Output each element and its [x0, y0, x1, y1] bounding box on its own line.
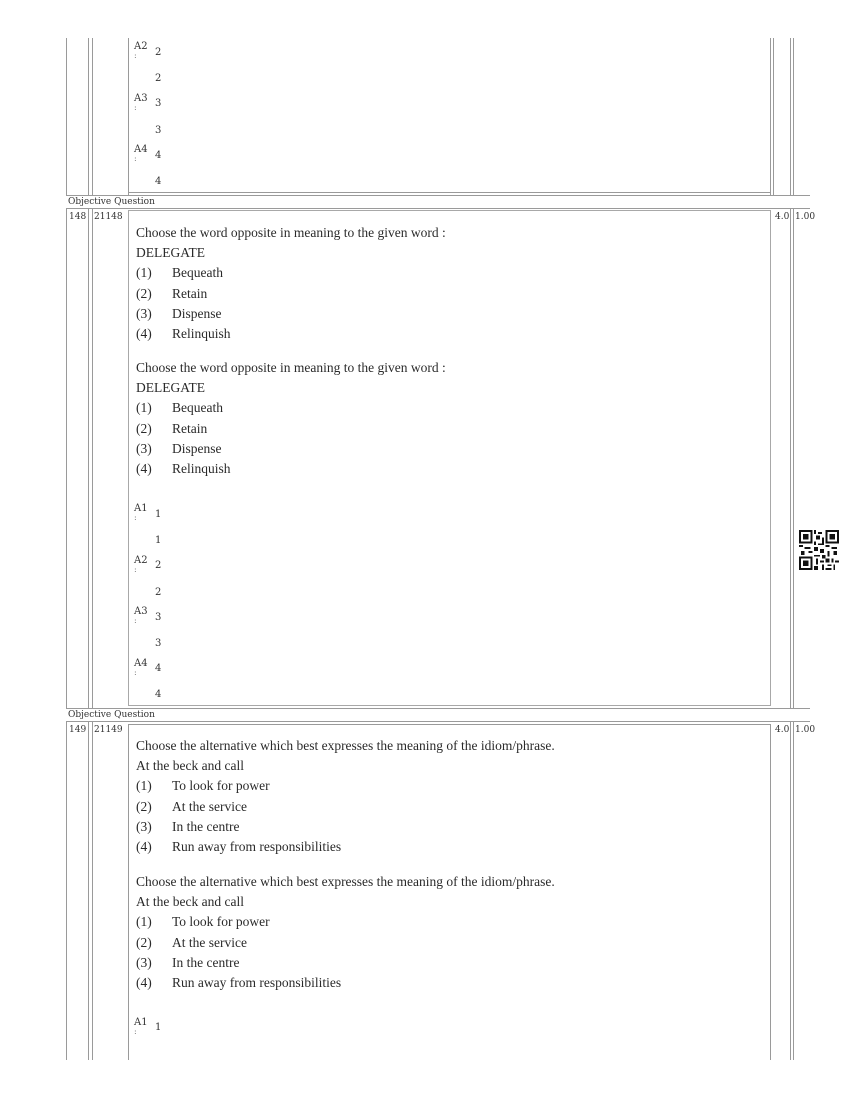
question-negative-marks: 1.00: [795, 212, 816, 222]
table-border-left: [66, 721, 67, 1060]
answer-value: 2: [155, 560, 162, 571]
question-stem: Choose the alternative which best expresses the meaning of the idiom/phrase.: [136, 874, 555, 889]
table-border: [793, 38, 794, 195]
table-border: [773, 38, 774, 195]
table-border: [66, 721, 810, 722]
answer-value: 4: [155, 663, 162, 674]
table-border: [793, 208, 794, 708]
table-border: [128, 192, 771, 193]
question-text-block: [136, 223, 446, 344]
question-id: 21148: [94, 212, 123, 222]
table-border: [66, 195, 810, 196]
answer-value-repeat: 4: [155, 689, 162, 700]
option: (3) Dispense: [136, 440, 222, 456]
table-border: [92, 38, 93, 195]
section-label: Objective Question: [68, 710, 155, 720]
section-label: Objective Question: [68, 197, 155, 207]
question-serial: 149: [69, 725, 87, 735]
option: (3) Dispense: [136, 305, 222, 321]
table-border: [92, 208, 93, 708]
question-id: 21149: [94, 725, 123, 735]
table-border: [770, 38, 771, 195]
answer-value-repeat: 3: [155, 125, 162, 136]
answer-value: 3: [155, 612, 162, 623]
option: (1) Bequeath: [136, 400, 223, 416]
answer-label: A2 :: [134, 41, 148, 60]
option: (4) Run away from responsibilities: [136, 839, 342, 855]
question-stem: Choose the word opposite in meaning to the given word :: [136, 225, 446, 240]
answer-label: A4 :: [134, 658, 148, 677]
table-border: [88, 208, 89, 708]
option: (3) In the centre: [136, 818, 240, 834]
table-border: [790, 38, 791, 195]
question-word: DELEGATE: [136, 245, 205, 261]
answer-value-repeat: 3: [155, 638, 162, 649]
answer-value-repeat: 4: [155, 176, 162, 187]
answer-label: A2 :: [134, 555, 148, 574]
option: (3) In the centre: [136, 954, 240, 970]
question-text-block-repeat: [136, 872, 555, 993]
question-text-block-repeat: [136, 358, 446, 479]
option: (4) Run away from responsibilities: [136, 975, 342, 991]
table-border: [88, 721, 89, 1060]
question-stem: Choose the word opposite in meaning to the given word :: [136, 360, 446, 375]
answer-value: 1: [155, 1022, 162, 1033]
question-word: DELEGATE: [136, 380, 205, 396]
table-border: [92, 721, 93, 1060]
table-border: [790, 208, 791, 708]
question-phrase: At the beck and call: [136, 894, 244, 910]
table-border: [66, 708, 810, 709]
option: (2) At the service: [136, 798, 247, 814]
answer-value: 3: [155, 98, 162, 109]
answer-value-repeat: 2: [155, 73, 162, 84]
question-marks: 4.0: [775, 725, 790, 735]
option: (4) Relinquish: [136, 461, 231, 477]
option: (1) To look for power: [136, 778, 270, 794]
question-phrase: At the beck and call: [136, 758, 244, 774]
question-serial: 148: [69, 212, 87, 222]
question-text-block: [136, 736, 555, 857]
answer-label: A3 :: [134, 93, 148, 112]
answer-value-repeat: 1: [155, 535, 162, 546]
option: (2) At the service: [136, 934, 247, 950]
table-border-left: [66, 38, 67, 195]
question-marks: 4.0: [775, 212, 790, 222]
answer-label: A3 :: [134, 606, 148, 625]
answer-value: 2: [155, 47, 162, 58]
question-negative-marks: 1.00: [795, 725, 816, 735]
table-border: [770, 724, 771, 1060]
table-border: [790, 721, 791, 1060]
answer-label: A1 :: [134, 503, 148, 522]
answer-label: A1 :: [134, 1017, 148, 1036]
qr-code-icon: [799, 530, 839, 570]
table-border: [128, 38, 129, 195]
table-border: [793, 721, 794, 1060]
option: (2) Retain: [136, 420, 208, 436]
answer-label: A4 :: [134, 144, 148, 163]
table-border: [128, 724, 129, 1060]
table-border: [66, 208, 810, 209]
option: (1) Bequeath: [136, 265, 223, 281]
option: (4) Relinquish: [136, 326, 231, 342]
answer-value-repeat: 2: [155, 587, 162, 598]
answer-value: 1: [155, 509, 162, 520]
table-border: [128, 724, 771, 725]
answer-value: 4: [155, 150, 162, 161]
option: (2) Retain: [136, 285, 208, 301]
option: (1) To look for power: [136, 914, 270, 930]
table-border-left: [66, 208, 67, 708]
table-border: [88, 38, 89, 195]
question-stem: Choose the alternative which best expresses the meaning of the idiom/phrase.: [136, 738, 555, 753]
